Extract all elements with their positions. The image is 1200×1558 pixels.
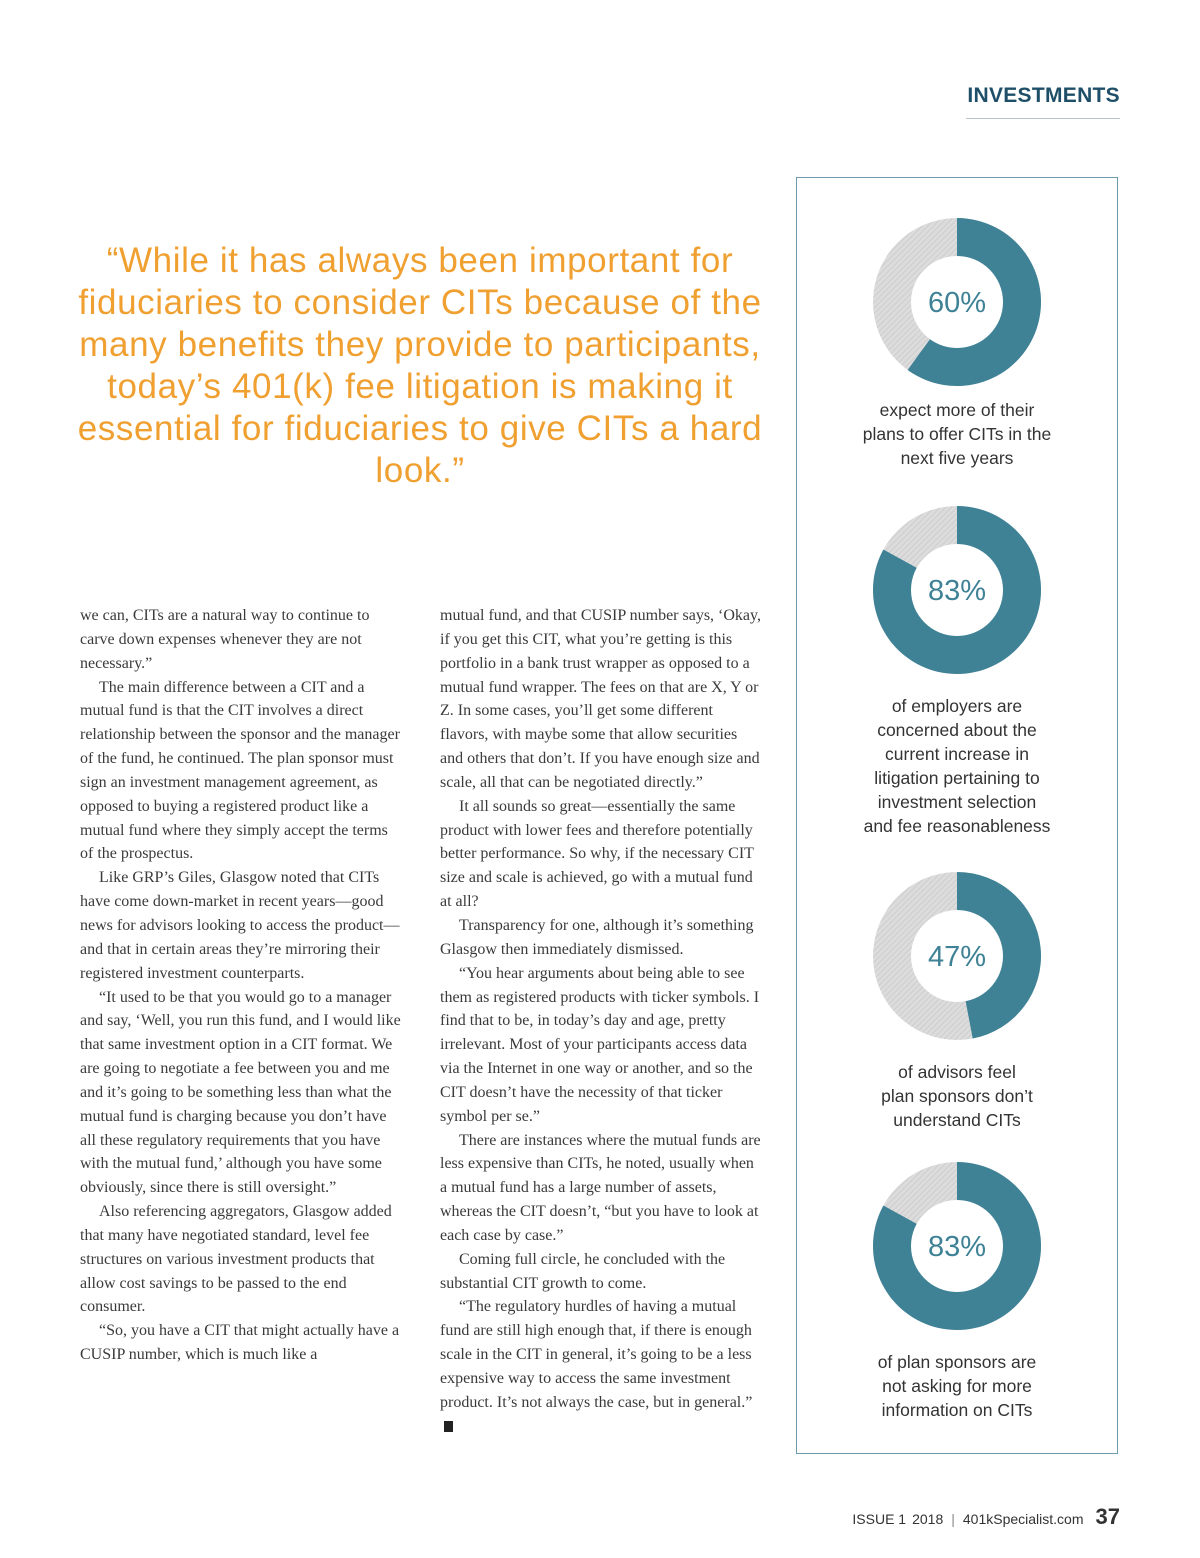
- end-of-article-icon: [444, 1421, 453, 1432]
- stat-block: [797, 506, 1117, 838]
- donut-percent-label: 83%: [927, 1231, 987, 1263]
- page-footer: [852, 1504, 1120, 1530]
- paragraph: It all sounds so great—essentially the same product with lower fees and therefore potentially better performance. So why, if the necessary CIT size and scale is achieved, go with a mutual fund at all?: [440, 797, 754, 911]
- paragraph: Transparency for one, although it’s something Glasgow then immediately dismissed.: [440, 916, 754, 958]
- paragraph: “It used to be that you would go to a manager and say, ‘Well, you run this fund, and I would like that same investment option in a CIT format. We are going to negotiate a fee between you and me and it’s going to be something less than what the mutual fund is charging because you don’t have all these regulatory requirements that you have with the mutual fund,’ although you have some obviously, since there is still oversight.”: [80, 988, 401, 1197]
- paragraph: “So, you have a CIT that might actually have a CUSIP number, which is much like a: [80, 1322, 400, 1364]
- stat-caption: [797, 1060, 1117, 1132]
- donut-chart: [873, 1162, 1041, 1330]
- stat-caption: [797, 398, 1117, 470]
- right-column: [440, 604, 764, 1439]
- paragraph: Coming full circle, he concluded with the substantial CIT growth to come.: [440, 1250, 726, 1292]
- caption-line: plan sponsors don’t: [881, 1086, 1033, 1106]
- paragraph: we can, CITs are a natural way to continue to carve down expenses whenever they are not necessary.”: [80, 607, 370, 672]
- footer-divider: |: [951, 1511, 955, 1527]
- page-number: 37: [1095, 1504, 1120, 1529]
- donut-percent-label: 47%: [927, 941, 987, 973]
- donut-chart: [873, 218, 1041, 386]
- left-column: [80, 604, 404, 1439]
- caption-line: expect more of their: [879, 400, 1035, 420]
- donut-percent-label: 60%: [927, 287, 987, 319]
- caption-line: litigation pertaining to: [874, 768, 1040, 788]
- caption-line: and fee reasonableness: [863, 816, 1051, 836]
- paragraph: “You hear arguments about being able to see them as registered products with ticker symbols. I find that to be, in today’s day and age, pretty irrelevant. Most of your participants access data via the Internet in one way or another, and so the CIT doesn’t have the necessity of that ticker symbol per se.”: [440, 964, 760, 1125]
- pull-quote: “While it has always been important for fiduciaries to consider CITs because of the many benefits they provide to participants, today’s 401(k) fee litigation is making it essential for fiduciaries to give CITs a hard look.”: [77, 241, 763, 490]
- caption-line: investment selection: [877, 792, 1037, 812]
- stat-block: [797, 872, 1117, 1132]
- caption-line: of advisors feel: [898, 1062, 1016, 1082]
- section-rule: [966, 118, 1120, 119]
- paragraph: The main difference between a CIT and a mutual fund is that the CIT involves a direct relationship between the sponsor and the manager of the fund, he continued. The plan sponsor must sign an investment management agreement, as opposed to buying a registered product like a mutual fund where they simply accept the terms of the prospectus.: [80, 678, 400, 863]
- caption-line: plans to offer CITs in the: [862, 424, 1052, 444]
- stat-caption: [797, 694, 1117, 838]
- paragraph: There are instances where the mutual funds are less expensive than CITs, he noted, usually when a mutual fund has a large number of assets, whereas the CIT doesn’t, “but you have to look at each case by case.”: [440, 1131, 761, 1244]
- paragraph-text: “The regulatory hurdles of having a mutual fund are still high enough that, if there is enough scale in the CIT in general, it’s going to be a less expensive way to access the same investment product. It’s not always the case, but in general.”: [440, 1298, 753, 1411]
- caption-line: current increase in: [885, 744, 1029, 764]
- stat-block: [797, 218, 1117, 470]
- caption-line: understand CITs: [893, 1110, 1021, 1130]
- stats-sidebar: [796, 177, 1118, 1454]
- caption-line: not asking for more: [882, 1376, 1032, 1396]
- donut-chart: [873, 506, 1041, 674]
- donut-chart: [873, 872, 1041, 1040]
- caption-line: information on CITs: [881, 1400, 1033, 1420]
- stat-block: [797, 1162, 1117, 1422]
- paragraph-last: [440, 1295, 764, 1438]
- donut-percent-label: 83%: [927, 575, 987, 607]
- section-label: INVESTMENTS: [967, 84, 1120, 107]
- website: 401kSpecialist.com: [962, 1511, 1084, 1527]
- caption-line: of employers are: [891, 696, 1023, 716]
- issue-year: 2018: [912, 1511, 944, 1527]
- stat-caption: [797, 1350, 1117, 1422]
- issue-label: ISSUE 1: [852, 1511, 907, 1527]
- paragraph: mutual fund, and that CUSIP number says, ‘Okay, if you get this CIT, what you’re getting is this portfolio in a bank trust wrapper as opposed to a mutual fund wrapper. The fees on that are X, Y or Z. In some cases, you’ll get some different flavors, with maybe some that allow securities and others that don’t. If you have enough size and scale, all that can be negotiated directly.”: [440, 607, 761, 791]
- article-body: [80, 604, 764, 1439]
- caption-line: next five years: [900, 448, 1014, 468]
- caption-line: of plan sponsors are: [877, 1352, 1037, 1372]
- caption-line: concerned about the: [877, 720, 1037, 740]
- paragraph: Also referencing aggregators, Glasgow added that many have negotiated standard, level fee structures on various investment products that allow cost savings to be passed to the end consumer.: [80, 1203, 392, 1316]
- paragraph: Like GRP’s Giles, Glasgow noted that CITs have come down-market in recent years—good news for advisors looking to access the product—and that in certain areas they’re mirroring their registered investment counterparts.: [80, 869, 400, 982]
